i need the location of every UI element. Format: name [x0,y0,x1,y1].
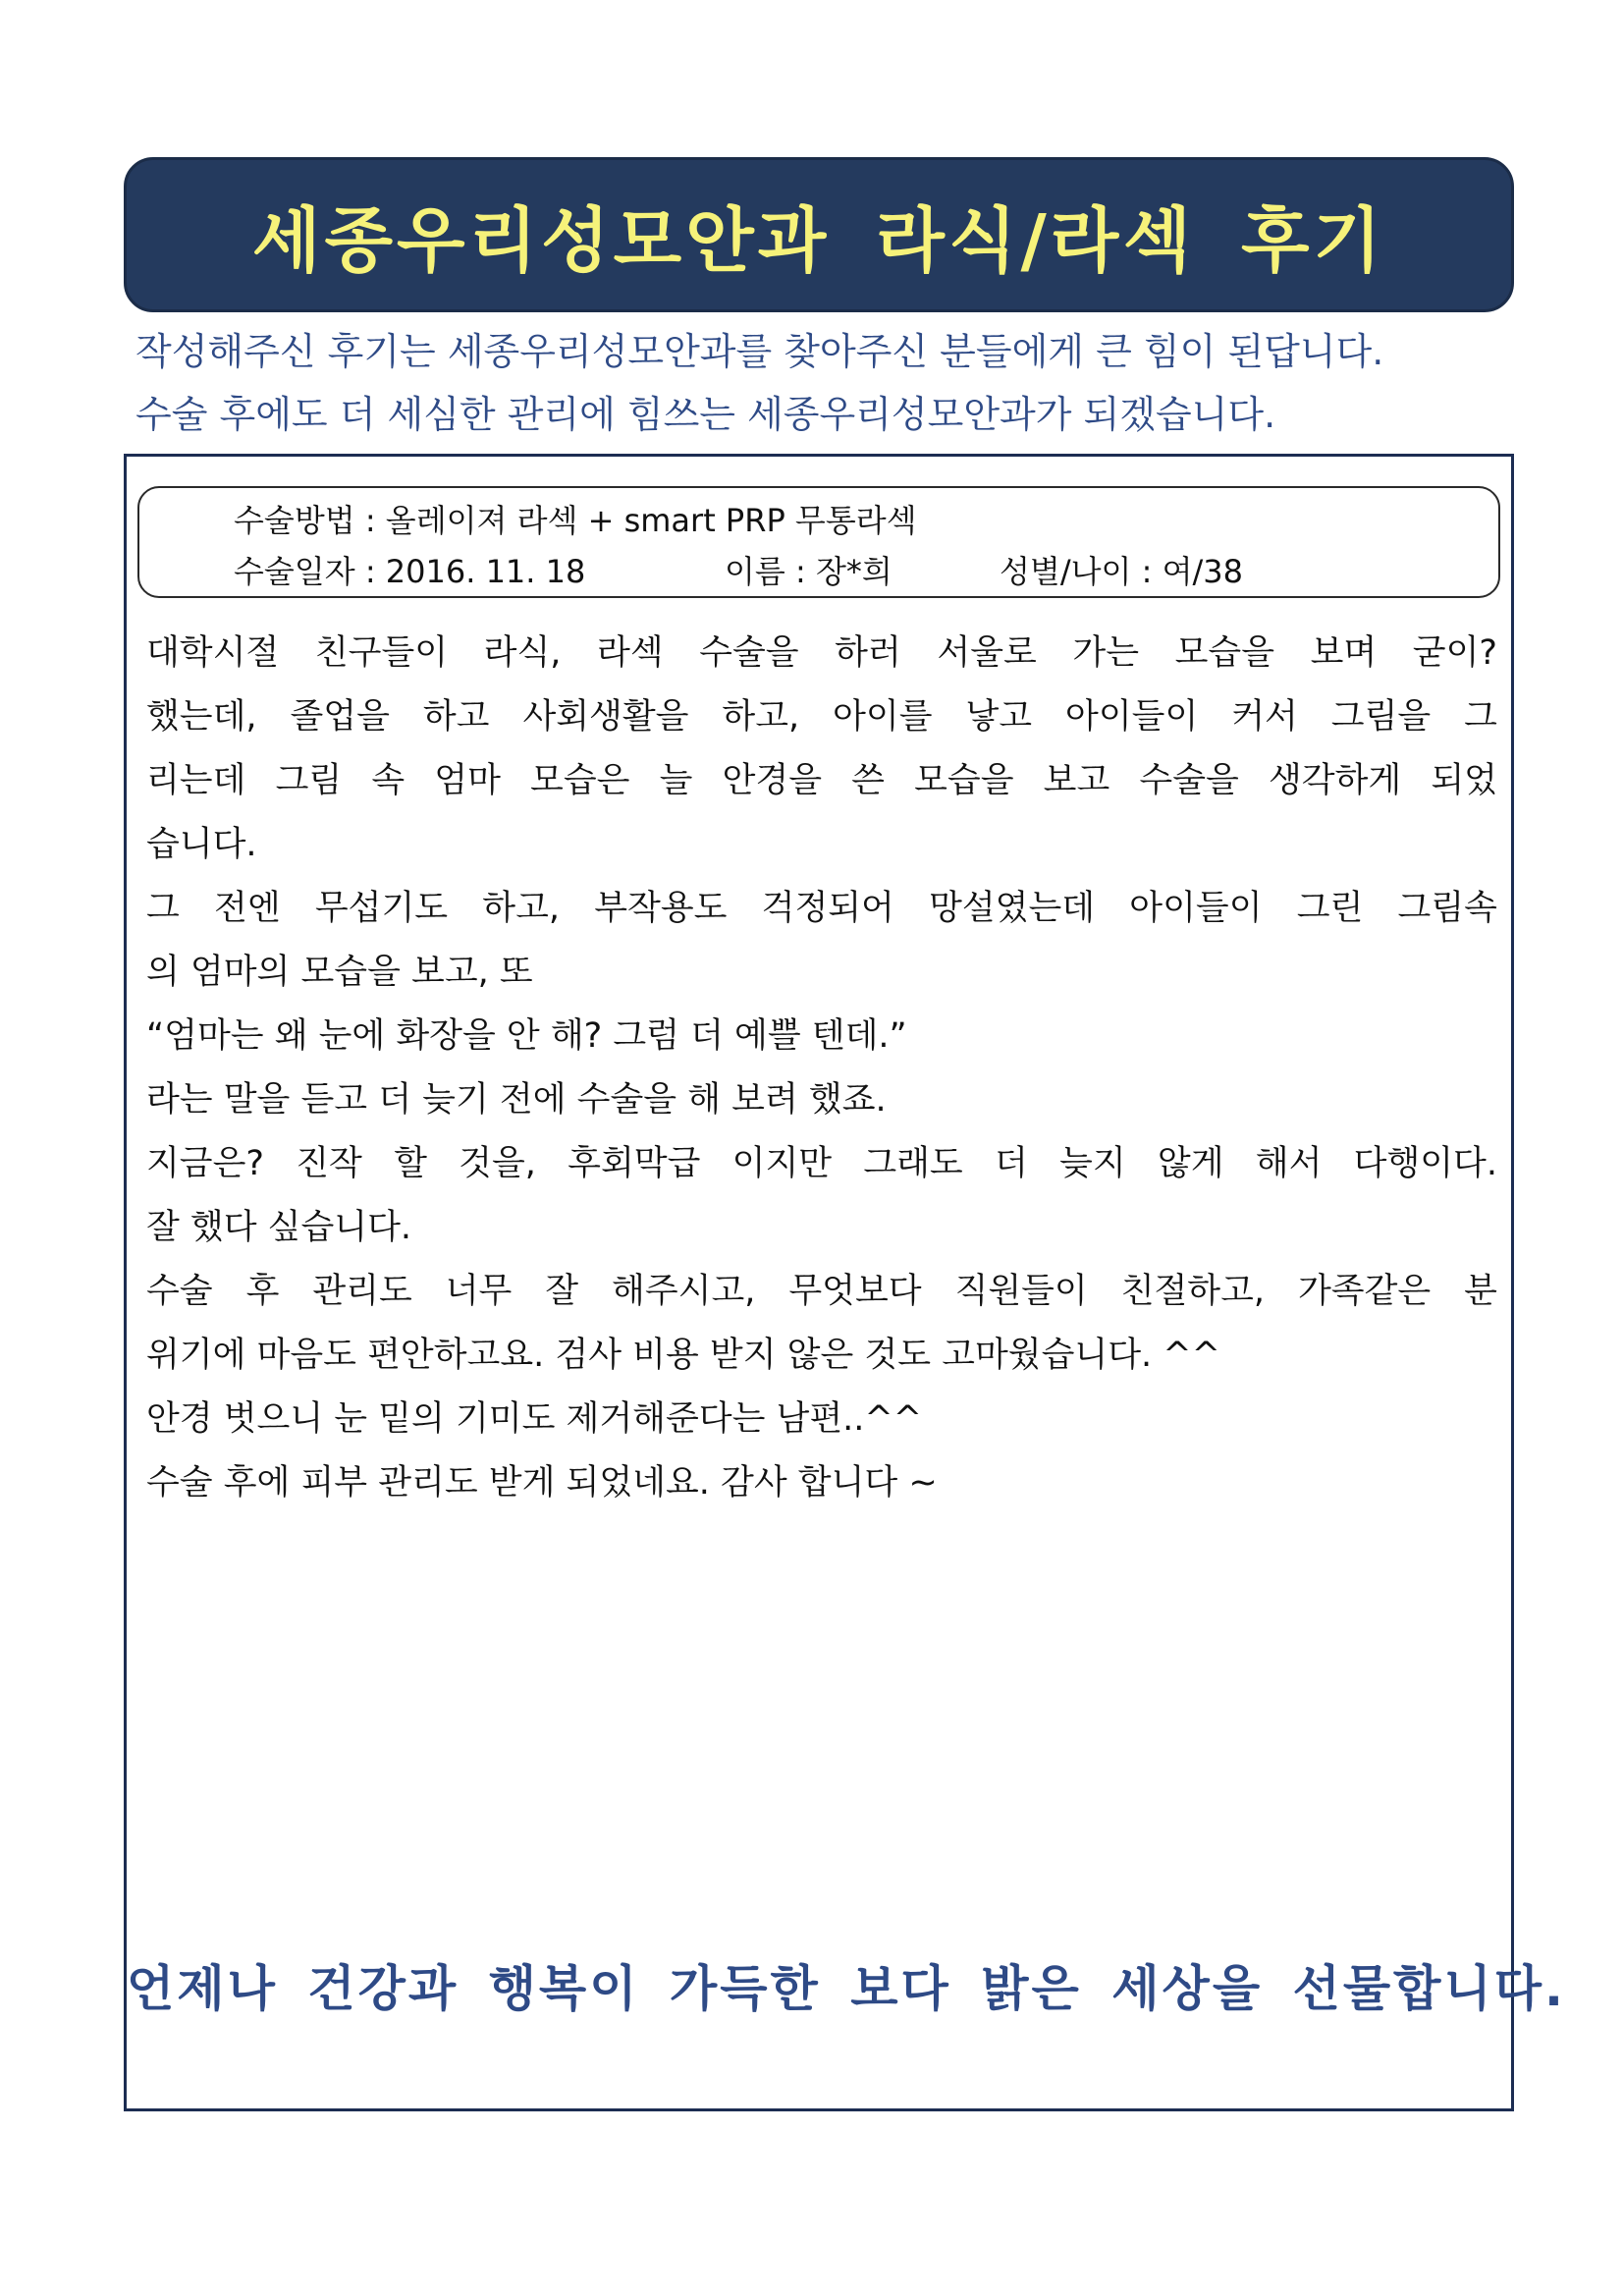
review-body [146,622,1497,1515]
surgery-method-label: 수술방법 [234,502,355,539]
review-line: 안경 벗으니 눈 밑의 기미도 제거해준다는 남편..^^ [146,1399,923,1439]
review-line: 잘 했다 싶습니다. [146,1208,412,1247]
review-line: 위기에 마음도 편안하고요. 검사 비용 받지 않은 것도 고마웠습니다. ^^ [146,1336,1220,1375]
gender-age-label: 성별/나이 [1000,553,1132,590]
intro-line-1: 작성해주신 후기는 세종우리성모안과를 찾아주신 분들에게 큰 힘이 된답니다. [135,330,1384,373]
review-line: 그 전엔 무섭기도 하고, 부작용도 걱정되어 망설였는데 아이들이 그린 그림속 [146,889,1497,928]
review-line: 했는데, 졸업을 하고 사회생활을 하고, 아이를 낳고 아이들이 커서 그림을 그 [146,697,1497,737]
page-title: 세종우리성모안과 라식/라섹 후기 [251,199,1386,282]
patient-name-label: 이름 [725,553,785,590]
surgery-method-value: 올레이져 라섹 + smart PRP 무통라섹 [385,502,917,539]
review-line: “엄마는 왜 눈에 화장을 안 해? 그럼 더 예쁠 텐데.” [146,1016,907,1056]
surgery-date-label: 수술일자 [234,553,355,590]
patient-name-value: 장*희 [815,553,893,590]
intro-message [135,320,1530,446]
label-separator: : [354,502,386,539]
label-separator: : [354,553,386,590]
surgery-date-value: 2016. 11. 18 [385,553,586,590]
review-line: 라는 말을 듣고 더 늦기 전에 수술을 해 보려 했죠. [146,1080,887,1120]
surgery-date-row [234,547,1412,590]
surgery-info-box [137,486,1500,598]
review-content-box [124,454,1567,2111]
patient-name-item [725,547,893,592]
review-line: 습니다. [146,825,257,864]
review-line: 대학시절 친구들이 라식, 라섹 수술을 하러 서울로 가는 모습을 보며 굳이? [146,633,1497,673]
review-line: 지금은? 진작 할 것을, 후회막급 이지만 그래도 더 늦지 않게 해서 다행이다. [146,1144,1497,1183]
review-line: 리는데 그림 속 엄마 모습은 늘 안경을 쓴 모습을 보고 수술을 생각하게 되었 [146,761,1497,800]
title-banner [124,157,1514,312]
intro-line-2: 수술 후에도 더 세심한 관리에 힘쓰는 세종우리성모안과가 되겠습니다. [135,393,1276,436]
closing-slogan: 언제나 건강과 행복이 가득한 보다 밝은 세상을 선물합니다. [127,1960,1567,2017]
review-line: 의 엄마의 모습을 보고, 또 [146,953,533,992]
gender-age-value: 여/38 [1162,553,1243,590]
surgery-method-row [234,496,917,541]
review-line: 수술 후에 피부 관리도 받게 되었네요. 감사 합니다 ~ [146,1463,938,1503]
label-separator: : [1131,553,1163,590]
gender-age-item [1000,547,1243,592]
review-line: 수술 후 관리도 너무 잘 해주시고, 무엇보다 직원들이 친절하고, 가족같은 분 [146,1272,1497,1311]
surgery-date-item [234,547,585,592]
label-separator: : [784,553,816,590]
